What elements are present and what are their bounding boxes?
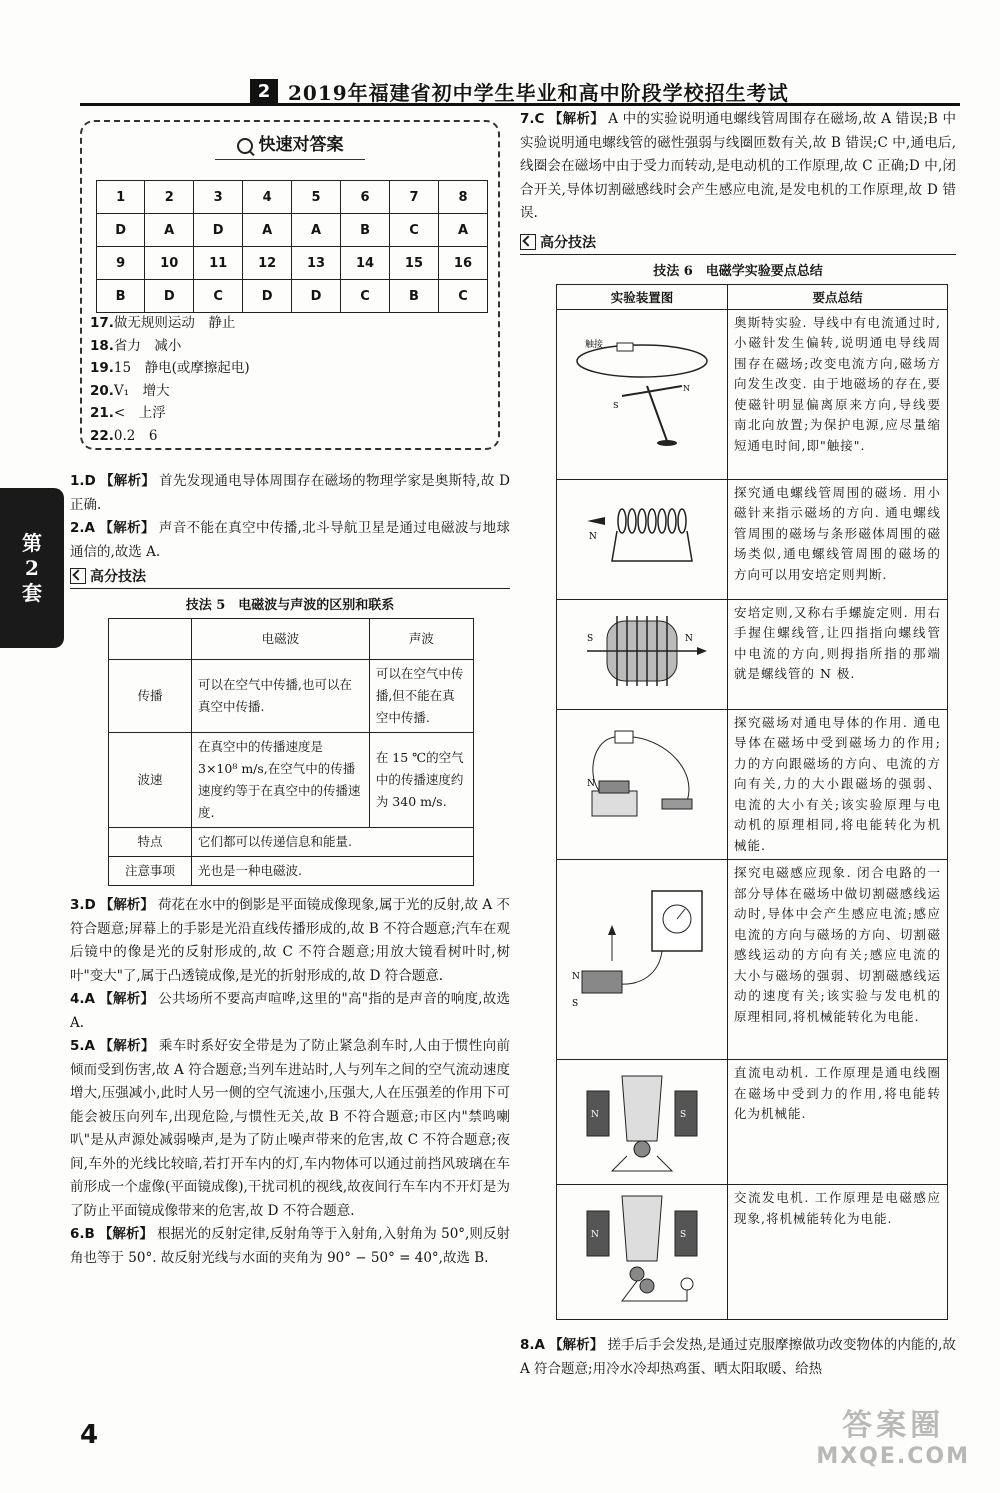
table-row xyxy=(109,660,474,733)
answer-explanation-8 xyxy=(520,1334,956,1381)
explanation-text: 声音不能在真空中传播,北斗导航卫星是通过电磁波与地球通信的,故选 A. xyxy=(70,520,510,560)
answer-table xyxy=(96,180,488,313)
answer-number: 5 xyxy=(292,181,341,214)
answer-letter: D xyxy=(194,214,243,247)
table-cell: 可以在空气中传播,但不能在真空中传播. xyxy=(369,660,473,733)
table-row xyxy=(109,857,474,886)
quick-answer-title xyxy=(82,130,498,160)
fill-number: 19. xyxy=(90,360,114,377)
fill-answer-item xyxy=(90,425,250,448)
row-header: 注意事项 xyxy=(109,857,192,886)
summary-text: 探究通电螺线管周围的磁场. 用小磁针来指示磁场的方向. 通电螺线管周围的磁场与条形磁体周围的磁场类似,通电螺线管周围的磁场的方向可以用安培定则判断. xyxy=(728,479,948,599)
analysis-tag: 【解析】 xyxy=(548,1337,604,1353)
fill-number: 22. xyxy=(90,427,114,444)
north-label: N xyxy=(591,1230,599,1240)
fill-number: 21. xyxy=(90,405,114,422)
tips-icon xyxy=(520,234,536,250)
watermark-url: MXQE.COM xyxy=(816,1444,970,1469)
set-number-badge: 2 xyxy=(250,79,278,103)
fill-text: 15 静电(或摩擦起电) xyxy=(113,360,250,377)
side-tab-text: 套 xyxy=(22,580,42,605)
question-number: 6.B xyxy=(70,1226,95,1242)
dc-motor-figure xyxy=(557,1060,728,1185)
answer-explanation-5 xyxy=(70,1035,510,1223)
answer-explanation-6 xyxy=(70,1223,510,1270)
touch-label: 触接 xyxy=(585,339,604,350)
table-row xyxy=(557,599,948,709)
answer-letter: A xyxy=(438,214,487,247)
question-number: 1.D xyxy=(70,473,96,489)
summary-text: 直流电动机. 工作原理是通电线圈在磁场中受到力的作用,将电能转化为机械能. xyxy=(728,1060,948,1185)
table-title: 技法 6 电磁学实验要点总结 xyxy=(653,263,823,279)
explanation-text: 荷花在水中的倒影是平面镜成像现象,属于光的反射,故 A 不符合题意;屏幕上的手影是光沿直线传播形成的,故 B 不符合题意;汽车在观后镜中的像是光的反射形成的,故 C 不符合题意;用放大镜看树叶时,树叶"变大"了,属于凸透镜成像,是光的折射形成的,故 D 符合题意. xyxy=(70,897,511,984)
analysis-tag: 【解析】 xyxy=(99,897,154,913)
south-label: S xyxy=(587,633,594,644)
answer-explanation-3 xyxy=(70,894,510,988)
explanation-text: 乘车时系好安全带是为了防止紧急刹车时,人由于惯性向前倾而受到伤害,故 A 符合题意;当列车进站时,人与列车之间的空气流动速度增大,压强减小,此时人另一侧的空气流速小,压强大,人在压强差的作用下可能会被压向列车,出现危险,与惯性无关,故 B 不符合题意;市区内"禁鸣喇叭"是从声源处减弱噪声,是为了防止噪声带来的危害,故 C 不符合题意;夜间,车外的光线比较暗,若打开车内的灯,车内物体可以通过前挡风玻璃在车前形成一个虚像(平面镜成像),干扰司机的视线,故夜间行车车内不开灯是为了防止平面镜成像带来的危害,故 D 不符合题意. xyxy=(70,1038,510,1219)
answer-letter: B xyxy=(341,214,390,247)
answer-number: 2 xyxy=(145,181,194,214)
explanation-text: 根据光的反射定律,反射角等于入射角,入射角为 50°,则反射角也等于 50°. 故反射光线与水面的夹角为 90° − 50° = 40°,故选 B. xyxy=(70,1226,511,1266)
table-cell: 在 15 ℃的空气中的传播速度约为 340 m/s. xyxy=(369,733,473,828)
question-number: 5.A xyxy=(70,1038,95,1054)
table-row xyxy=(557,479,948,599)
table-row xyxy=(557,1060,948,1185)
answer-number-row xyxy=(97,247,488,280)
oersted-experiment-figure xyxy=(557,309,728,479)
explanation-text: 公共场所不要高声喧哗,这里的"高"指的是声音的响度,故选 A. xyxy=(70,991,510,1031)
comparison-table xyxy=(108,618,474,886)
header-divider xyxy=(80,103,960,106)
fill-text: < 上浮 xyxy=(113,405,166,422)
answer-letter: C xyxy=(438,280,487,313)
answer-number: 6 xyxy=(341,181,390,214)
answer-number: 14 xyxy=(341,247,390,280)
row-header: 传播 xyxy=(109,660,192,733)
fill-answer-item xyxy=(90,335,250,358)
question-number: 3.D xyxy=(70,897,96,913)
answer-number: 4 xyxy=(243,181,292,214)
tips-heading-text: 高分技法 xyxy=(90,569,146,585)
solenoid-field-figure xyxy=(557,479,728,599)
answer-letter-row xyxy=(97,280,488,313)
title-underline xyxy=(215,159,365,160)
south-label: S xyxy=(572,999,579,1009)
answer-explanation-7 xyxy=(520,108,956,226)
answer-number: 12 xyxy=(243,247,292,280)
answer-letter: A xyxy=(243,214,292,247)
empty-header-cell xyxy=(109,619,192,660)
table-title: 技法 5 电磁波与声波的区别和联系 xyxy=(185,598,395,613)
answer-explanation-4 xyxy=(70,988,510,1035)
answer-number-row xyxy=(97,181,488,214)
south-label: S xyxy=(680,1110,687,1120)
analysis-tag: 【解析】 xyxy=(98,1226,154,1242)
experiment-summary-table xyxy=(556,284,948,1321)
table-cell: 可以在空气中传播,也可以在真空中传播. xyxy=(192,660,370,733)
analysis-tag: 【解析】 xyxy=(548,111,605,127)
summary-text: 安培定则,又称右手螺旋定则. 用右手握住螺线管,让四指指向螺线管中电流的方向,则拇指所指的那端就是螺线管的 N 极. xyxy=(728,599,948,709)
analysis-tag: 【解析】 xyxy=(99,473,156,489)
answer-letter: B xyxy=(390,280,439,313)
answer-number: 15 xyxy=(390,247,439,280)
answer-explanation-1 xyxy=(70,470,510,517)
analysis-tag: 【解析】 xyxy=(98,991,155,1007)
question-number: 8.A xyxy=(520,1337,545,1353)
north-label: N xyxy=(587,778,595,789)
column-header: 要点总结 xyxy=(728,284,948,309)
answer-letter: A xyxy=(145,214,194,247)
analysis-tag: 【解析】 xyxy=(98,520,155,536)
right-column xyxy=(520,108,956,1381)
answer-letter: D xyxy=(292,280,341,313)
page-title: 2019年福建省初中学生毕业和高中阶段学校招生考试 xyxy=(288,80,789,105)
fill-answers xyxy=(90,312,250,448)
table-row xyxy=(557,709,948,860)
tips-heading xyxy=(520,232,956,255)
summary-text: 探究电磁感应现象. 闭合电路的一部分导体在磁场中做切割磁感线运动时,导体中会产生感应电流;感应电流的方向与磁场的方向、切割磁感线运动的方向有关;感应电流的大小与磁场的强弱、切割磁感线运动的速度有关;该实验与发电机的原理相同,将机械能转化为电能. xyxy=(728,860,948,1060)
explanation-text: 首先发现通电导体周围存在磁场的物理学家是奥斯特,故 D 正确. xyxy=(70,473,511,513)
answer-letter-row xyxy=(97,214,488,247)
summary-text: 奥斯特实验. 导线中有电流通过时,小磁针发生偏转,说明通电导线周围存在磁场;改变电流方向,磁场方向发生改变. 由于地磁场的存在,要使磁针明显偏离原来方向,导线要南北向放置;为保护电源,应尽量缩短通电时间,即"触接". xyxy=(728,309,948,479)
answer-letter: D xyxy=(243,280,292,313)
answer-letter: C xyxy=(341,280,390,313)
fill-text: V₁ 增大 xyxy=(113,382,170,399)
explanation-text: A 中的实验说明通电螺线管周围存在磁场,故 A 错误;B 中实验说明通电螺线管的磁性强弱与线圈匝数有关,故 B 错误;C 中,通电后,线圈会在磁场中由于受力而转动,是电动机的工作原理,故 C 正确;D 中,闭合开关,导体切割磁感线时会产生感应电流,是发电机的工作原理,故 D 错误. xyxy=(520,111,956,221)
right-hand-rule-figure xyxy=(557,599,728,709)
force-on-conductor-figure xyxy=(557,709,728,860)
north-label: N xyxy=(685,633,693,644)
electromagnetic-induction-figure xyxy=(557,860,728,1060)
page-number: 4 xyxy=(80,1420,99,1450)
column-header: 声波 xyxy=(369,619,473,660)
side-tab xyxy=(0,488,64,648)
quick-answer-box xyxy=(80,120,500,450)
summary-text: 交流发电机. 工作原理是电磁感应现象,将机械能转化为电能. xyxy=(728,1185,948,1320)
fill-answer-item xyxy=(90,312,250,335)
row-header: 波速 xyxy=(109,733,192,828)
table-cell: 在真空中的传播速度是 3×10⁸ m/s,在空气中的传播速度约等于在真空中的传播速度. xyxy=(192,733,370,828)
table-row xyxy=(109,733,474,828)
fill-number: 18. xyxy=(90,337,114,354)
answer-number: 13 xyxy=(292,247,341,280)
column-header: 电磁波 xyxy=(192,619,370,660)
explanation-text: 搓手后手会发热,是通过克服摩擦做功改变物体的内能的,故 A 符合题意;用冷水冷却热鸡蛋、晒太阳取暖、给热 xyxy=(520,1337,957,1377)
page-header xyxy=(250,76,789,106)
table-header-row xyxy=(557,284,948,309)
north-label: N xyxy=(572,972,580,982)
row-header: 特点 xyxy=(109,828,192,857)
answer-letter: A xyxy=(292,214,341,247)
tips-heading xyxy=(70,566,510,589)
answer-letter: C xyxy=(194,280,243,313)
fill-answer-item xyxy=(90,380,250,403)
answer-explanation-2 xyxy=(70,517,510,564)
table-row xyxy=(557,1185,948,1320)
table-cell: 它们都可以传递信息和能量. xyxy=(192,828,474,857)
fill-number: 17. xyxy=(90,315,114,331)
summary-text: 探究磁场对通电导体的作用. 通电导体在磁场中受到磁场力的作用;力的方向跟磁场的方向、电流的方向有关,力的大小跟磁场的强弱、电流的大小有关;该实验原理与电动机的原理相同,将电能转化为机械能. xyxy=(728,709,948,860)
answer-number: 9 xyxy=(97,247,145,280)
table-row xyxy=(557,309,948,479)
quick-answer-title-text: 快速对答案 xyxy=(258,135,344,155)
north-label: N xyxy=(589,531,597,542)
fill-text: 0.2 6 xyxy=(113,427,158,444)
analysis-tag: 【解析】 xyxy=(98,1038,155,1054)
answer-letter: D xyxy=(97,214,145,247)
column-header: 实验装置图 xyxy=(557,284,728,309)
watermark xyxy=(816,1400,970,1469)
watermark-logo-text: 答案圈 xyxy=(842,1408,945,1443)
answer-number: 7 xyxy=(390,181,439,214)
side-tab-text: 第 xyxy=(22,530,42,555)
left-column xyxy=(70,470,510,1270)
fill-answer-item xyxy=(90,357,250,380)
question-number: 4.A xyxy=(70,991,95,1007)
answer-number: 11 xyxy=(194,247,243,280)
fill-text: 做无规则运动 静止 xyxy=(113,315,236,331)
answer-number: 3 xyxy=(194,181,243,214)
tips-icon xyxy=(70,568,86,584)
ac-generator-figure xyxy=(557,1185,728,1320)
fill-text: 省力 减小 xyxy=(113,337,182,354)
table-header-row xyxy=(109,619,474,660)
answer-number: 10 xyxy=(145,247,194,280)
north-label: N xyxy=(683,383,690,393)
question-number: 2.A xyxy=(70,520,95,536)
table-cell: 光也是一种电磁波. xyxy=(192,857,474,886)
answer-letter: B xyxy=(97,280,145,313)
side-tab-number: 2 xyxy=(25,555,39,580)
answer-letter: C xyxy=(390,214,439,247)
south-label: S xyxy=(680,1230,687,1240)
north-label: N xyxy=(591,1110,599,1120)
answer-number: 16 xyxy=(438,247,487,280)
table-row xyxy=(557,860,948,1060)
tips-heading-text: 高分技法 xyxy=(540,234,596,251)
fill-answer-item xyxy=(90,402,250,425)
magnifier-icon xyxy=(237,138,253,154)
answer-number: 8 xyxy=(438,181,487,214)
fill-number: 20. xyxy=(90,382,114,399)
question-number: 7.C xyxy=(520,111,545,127)
answer-number: 1 xyxy=(97,181,145,214)
south-label: S xyxy=(613,400,619,410)
table-row xyxy=(109,828,474,857)
answer-letter: D xyxy=(145,280,194,313)
